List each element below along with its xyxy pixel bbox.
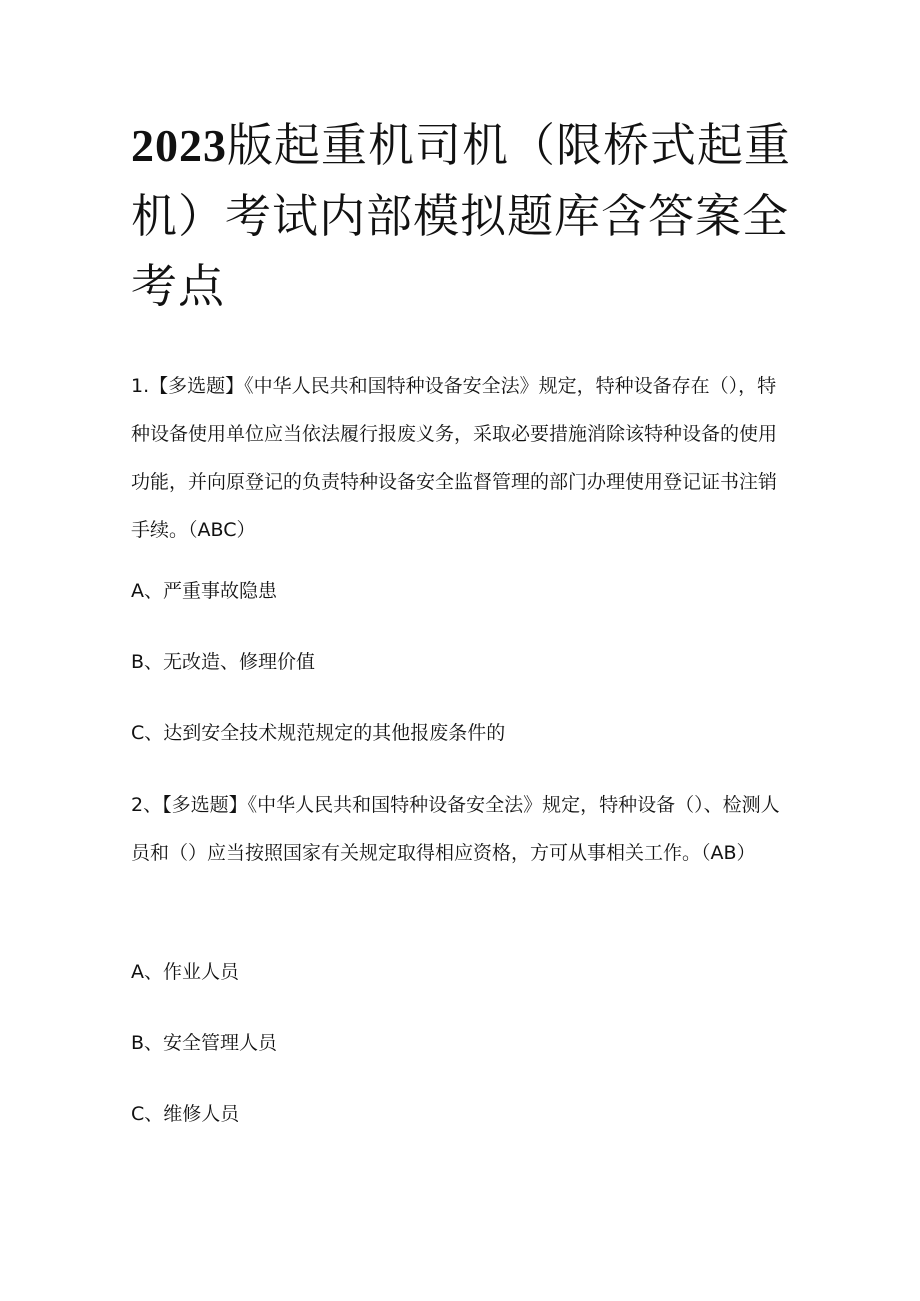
question-2-option-a: A、作业人员 (131, 961, 239, 983)
question-1-option-c: C、达到安全技术规范规定的其他报废条件的 (131, 722, 506, 744)
question-2-text: 2、【多选题】《中华人民共和国特种设备安全法》规定，特种设备（）、检测人员和（）应当按照国家有关规定取得相应资格，方可从事相关工作。（AB） (131, 794, 780, 864)
question-2-option-b: B、安全管理人员 (131, 1032, 278, 1054)
question-1-option-a: A、严重事故隐患 (131, 580, 277, 602)
question-2-option-c: C、维修人员 (131, 1103, 240, 1125)
document-title (131, 110, 791, 321)
question-1-option-b: B、无改造、修理价值 (131, 651, 316, 673)
title-text: 版起重机司机（限桥式起重机）考试内部模拟题库含答案全考点 (131, 118, 791, 313)
title-year: 2023 (131, 120, 227, 171)
question-1-text: 1.【多选题】《中华人民共和国特种设备安全法》规定，特种设备存在（），特种设备使用单位应当依法履行报废义务，采取必要措施消除该特种设备的使用功能，并向原登记的负责特种设备安全监督管理的部门办理使用登记证书注销手续。（ABC） (131, 375, 778, 541)
